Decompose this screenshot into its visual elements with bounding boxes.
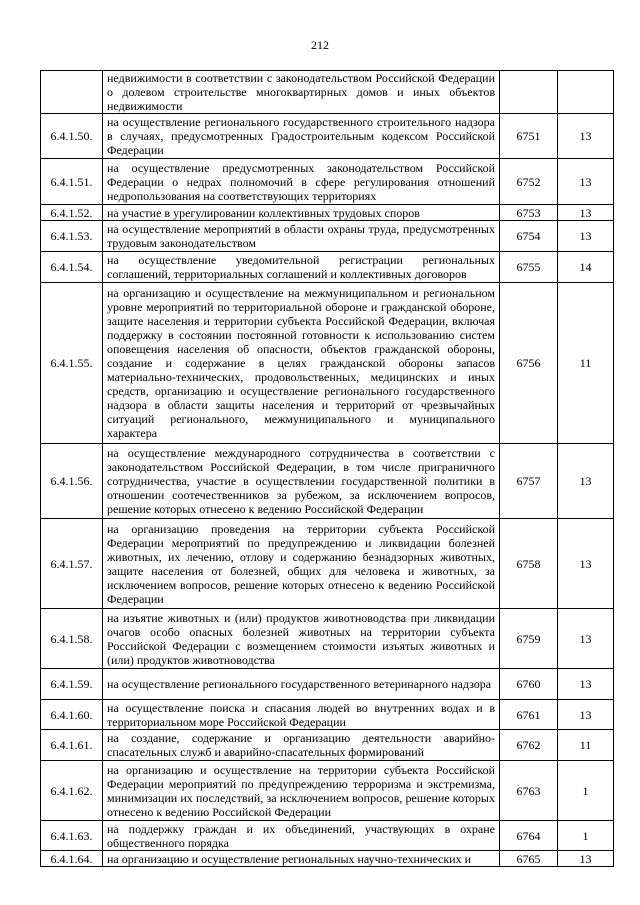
row-description: на осуществление международного сотрудничества в соответствии с законодательством Российской Федерации, в том числе приграничного сотрудничества, участие в осуществлении государственной политики в отношении соотечественников за рубежом, за исключением вопросов, решение которых отнесено к ведению Российской Федерации	[103, 444, 500, 519]
row-group: 13	[558, 159, 614, 205]
row-description: на поддержку граждан и их объединений, участвующих в охране общественного порядка	[103, 821, 500, 851]
row-code	[41, 71, 103, 114]
table-row	[41, 519, 614, 609]
row-description: на осуществление регионального государственного строительного надзора в случаях, предусмотренных Градостроительным кодексом Российской Федерации	[103, 114, 500, 159]
row-number: 6765	[500, 851, 558, 867]
row-number: 6761	[500, 700, 558, 730]
row-number: 6759	[500, 609, 558, 669]
row-group: 1	[558, 821, 614, 851]
row-group: 13	[558, 700, 614, 730]
row-code: 6.4.1.64.	[41, 851, 103, 867]
row-group: 13	[558, 851, 614, 867]
row-number: 6752	[500, 159, 558, 205]
row-description: на организацию и осуществление на территории субъекта Российской Федерации мероприятий по предупреждению терроризма и экстремизма, минимизации их последствий, за исключением вопросов, решение которых отнесено к ведению Российской Федерации	[103, 761, 500, 821]
row-code: 6.4.1.50.	[41, 114, 103, 159]
row-code: 6.4.1.56.	[41, 444, 103, 519]
table-row	[41, 821, 614, 851]
row-group: 13	[558, 669, 614, 700]
row-description: на осуществление уведомительной регистрации региональных соглашений, территориальных соглашений и коллективных договоров	[103, 252, 500, 283]
row-code: 6.4.1.62.	[41, 761, 103, 821]
row-code: 6.4.1.52.	[41, 205, 103, 221]
table-row	[41, 283, 614, 444]
row-code: 6.4.1.54.	[41, 252, 103, 283]
row-group: 14	[558, 252, 614, 283]
row-number: 6755	[500, 252, 558, 283]
row-group: 13	[558, 519, 614, 609]
row-group: 13	[558, 221, 614, 252]
row-code: 6.4.1.61.	[41, 730, 103, 761]
row-number: 6763	[500, 761, 558, 821]
row-code: 6.4.1.60.	[41, 700, 103, 730]
row-number: 6762	[500, 730, 558, 761]
row-code: 6.4.1.51.	[41, 159, 103, 205]
row-group: 11	[558, 283, 614, 444]
table-row	[41, 252, 614, 283]
row-group	[558, 71, 614, 114]
row-number: 6756	[500, 283, 558, 444]
row-group: 13	[558, 114, 614, 159]
row-description: на осуществление мероприятий в области охраны труда, предусмотренных трудовым законодательством	[103, 221, 500, 252]
table-row	[41, 851, 614, 867]
row-code: 6.4.1.59.	[41, 669, 103, 700]
row-code: 6.4.1.57.	[41, 519, 103, 609]
table-row	[41, 609, 614, 669]
table-row	[41, 71, 614, 114]
row-number: 6753	[500, 205, 558, 221]
row-number: 6751	[500, 114, 558, 159]
table-row	[41, 730, 614, 761]
row-number: 6754	[500, 221, 558, 252]
table-row	[41, 159, 614, 205]
table-row	[41, 221, 614, 252]
row-code: 6.4.1.55.	[41, 283, 103, 444]
table-row	[41, 761, 614, 821]
row-code: 6.4.1.63.	[41, 821, 103, 851]
row-description: на создание, содержание и организацию деятельности аварийно-спасательных служб и аварийно-спасательных формирований	[103, 730, 500, 761]
row-group: 1	[558, 761, 614, 821]
table-row	[41, 700, 614, 730]
row-group: 13	[558, 205, 614, 221]
table-row	[41, 444, 614, 519]
budget-classification-table	[40, 70, 614, 867]
row-number: 6760	[500, 669, 558, 700]
row-description: на изъятие животных и (или) продуктов животноводства при ликвидации очагов особо опасных болезней животных на территории субъекта Российской Федерации с возмещением стоимости изъятых животных и (или) продуктов животноводства	[103, 609, 500, 669]
row-description: на осуществление предусмотренных законодательством Российской Федерации о недрах полномочий в сфере регулирования отношений недропользования на соответствующих территориях	[103, 159, 500, 205]
row-description: на участие в урегулировании коллективных трудовых споров	[103, 205, 500, 221]
row-number	[500, 71, 558, 114]
page-number: 212	[311, 38, 329, 52]
row-description: на осуществление регионального государственного ветеринарного надзора	[103, 669, 500, 700]
row-number: 6757	[500, 444, 558, 519]
row-number: 6758	[500, 519, 558, 609]
row-code: 6.4.1.53.	[41, 221, 103, 252]
row-description: на организацию проведения на территории субъекта Российской Федерации мероприятий по предупреждению и ликвидации болезней животных, их лечению, отлову и содержанию безнадзорных животных, защите населения от болезней, общих для человека и животных, за исключением вопросов, решение которых отнесено к ведению Российской Федерации	[103, 519, 500, 609]
row-description: на организацию и осуществление на межмуниципальном и региональном уровне мероприятий по территориальной обороне и гражданской обороне, защите населения и территории субъекта Российской Федерации, включая поддержку в состоянии постоянной готовности к использованию систем оповещения населения об опасности, объектов гражданской обороны, создание и содержание в целях гражданской обороны запасов материально-технических, продовольственных, медицинских и иных средств, организацию и осуществление регионального государственного надзора в области защиты населения и территорий от чрезвычайных ситуаций регионального, межмуниципального и муниципального характера	[103, 283, 500, 444]
row-group: 13	[558, 444, 614, 519]
row-description: недвижимости в соответствии с законодательством Российской Федерации о долевом строительстве многоквартирных домов и иных объектов недвижимости	[103, 71, 500, 114]
row-description: на осуществление поиска и спасания людей во внутренних водах и в территориальном море Российской Федерации	[103, 700, 500, 730]
table-row	[41, 114, 614, 159]
row-description: на организацию и осуществление региональных научно-технических и	[103, 851, 500, 867]
table-row	[41, 205, 614, 221]
row-group: 11	[558, 730, 614, 761]
row-group: 13	[558, 609, 614, 669]
table-row	[41, 669, 614, 700]
row-code: 6.4.1.58.	[41, 609, 103, 669]
row-number: 6764	[500, 821, 558, 851]
